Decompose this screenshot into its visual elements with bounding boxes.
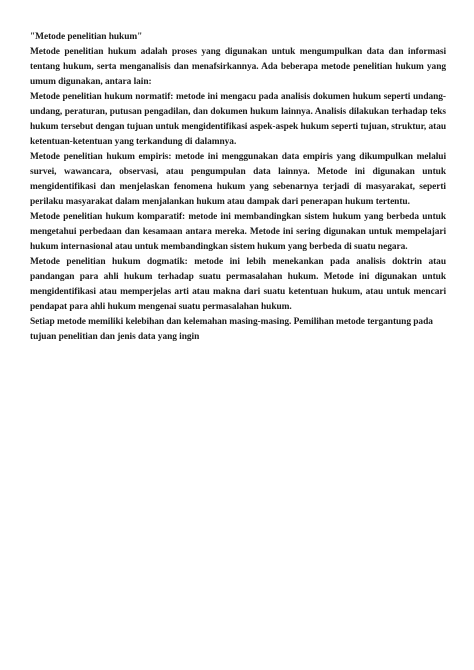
paragraph-conclusion: Setiap metode memiliki kelebihan dan kelemahan masing-masing. Pemilihan metode tergantung pada tujuan penelitian dan jenis data yang ingin xyxy=(30,317,433,342)
document-title: "Metode penelitian hukum" xyxy=(30,32,143,42)
paragraph-normatif: Metode penelitian hukum normatif: metode ini mengacu pada analisis dokumen hukum seperti undang-undang, peraturan, putusan pengadilan, dan dokumen hukum lainnya. Analisis dilakukan terhadap teks hukum tersebut dengan tujuan untuk mengidentifikasi aspek-aspek hukum seperti tujuan, struktur, atau ketentuan-ketentuan yang terkandung di dalamnya. xyxy=(30,92,446,147)
document-page xyxy=(30,30,446,345)
paragraph-dogmatik: Metode penelitian hukum dogmatik: metode ini lebih menekankan pada analisis doktrin atau pandangan para ahli hukum terhadap suatu permasalahan hukum. Metode ini digunakan untuk mengidentifikasi atau memperjelas arti atau makna dari suatu ketentuan hukum, atau untuk mencari pendapat para ahli hukum mengenai suatu permasalahan hukum. xyxy=(30,257,446,312)
paragraph-intro: Metode penelitian hukum adalah proses yang digunakan untuk mengumpulkan data dan informasi tentang hukum, serta menganalisis dan menafsirkannya. Ada beberapa metode penelitian hukum yang umum digunakan, antara lain: xyxy=(30,47,446,87)
paragraph-empiris: Metode penelitian hukum empiris: metode ini menggunakan data empiris yang dikumpulkan melalui survei, wawancara, observasi, atau pengumpulan data lainnya. Metode ini digunakan untuk mengidentifikasi dan menjelaskan fenomena hukum yang sebenarnya terjadi di masyarakat, seperti perilaku masyarakat dalam menjalankan hukum atau dampak dari penerapan hukum tertentu. xyxy=(30,152,446,207)
paragraph-komparatif: Metode penelitian hukum komparatif: metode ini membandingkan sistem hukum yang berbeda untuk mengetahui perbedaan dan kesamaan antara mereka. Metode ini sering digunakan untuk mempelajari hukum internasional atau untuk membandingkan sistem hukum yang berbeda di suatu negara. xyxy=(30,212,446,252)
